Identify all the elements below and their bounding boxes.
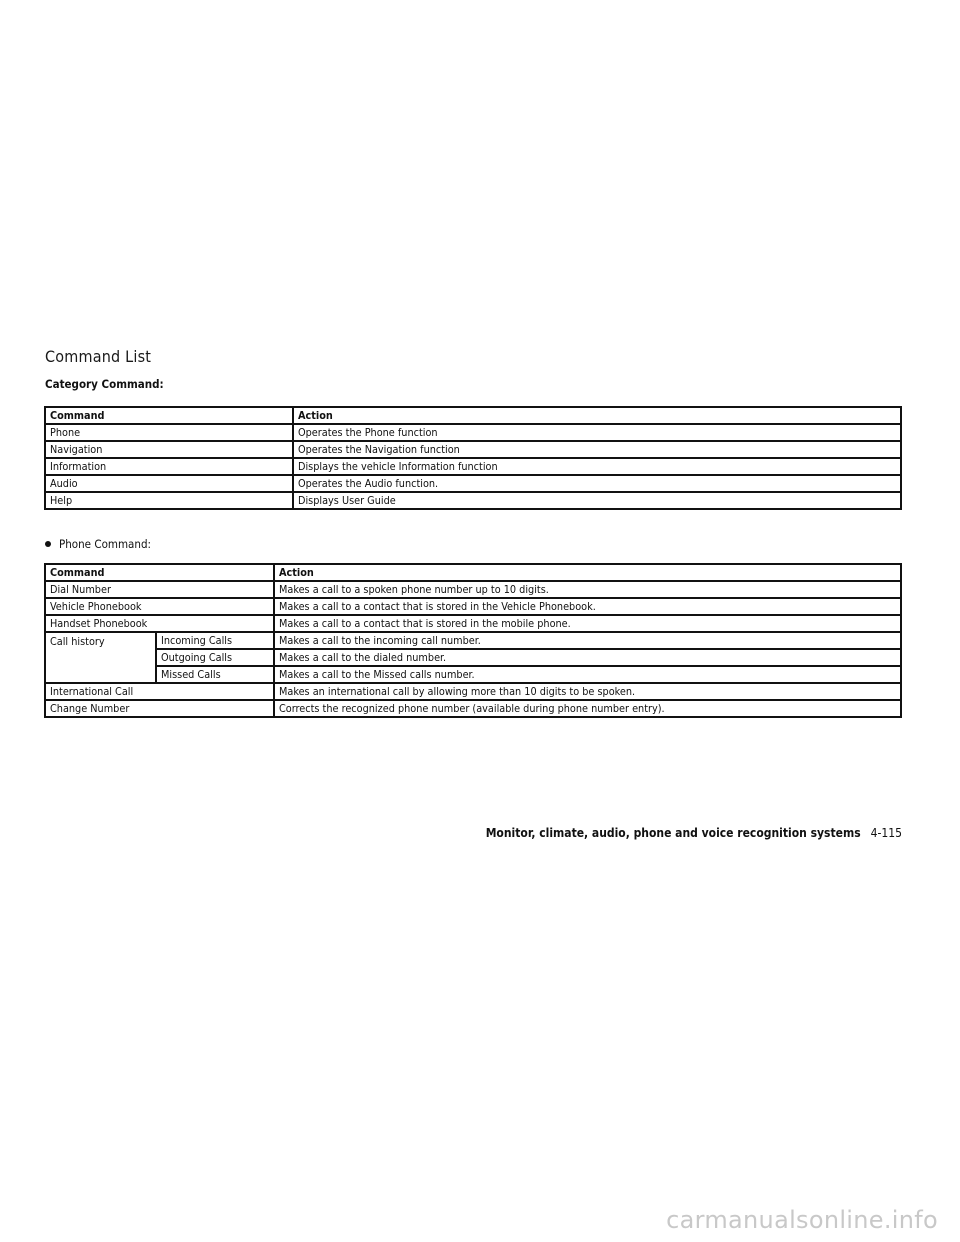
action-cell: Makes a call to the incoming call number. <box>274 632 901 649</box>
command-cell: Help <box>45 492 293 509</box>
table-row <box>45 666 901 683</box>
action-cell: Operates the Phone function <box>293 424 901 441</box>
subcommand-cell: Outgoing Calls <box>156 649 274 666</box>
action-cell: Operates the Audio function. <box>293 475 901 492</box>
action-cell: Makes a call to a spoken phone number up to 10 digits. <box>274 581 901 598</box>
action-cell: Operates the Navigation function <box>293 441 901 458</box>
action-cell: Makes a call to the dialed number. <box>274 649 901 666</box>
action-cell: Displays User Guide <box>293 492 901 509</box>
table-row <box>45 700 901 717</box>
command-cell: Audio <box>45 475 293 492</box>
phone-command-title: Phone Command: <box>59 537 152 551</box>
category-command-table <box>44 406 902 510</box>
page-number: 4-115 <box>870 826 902 840</box>
page-title: Command List <box>45 347 152 366</box>
command-cell: Call history <box>45 632 156 649</box>
table-row <box>45 424 901 441</box>
table-header-row <box>45 407 901 424</box>
command-cell-empty <box>45 666 156 683</box>
category-command-heading: Category Command: <box>45 377 164 391</box>
command-cell: Information <box>45 458 293 475</box>
table-header-row <box>45 564 901 581</box>
command-cell: Phone <box>45 424 293 441</box>
action-cell: Makes an international call by allowing more than 10 digits to be spoken. <box>274 683 901 700</box>
command-cell-empty <box>45 649 156 666</box>
table-row <box>45 683 901 700</box>
page-footer <box>486 826 902 840</box>
subcommand-cell: Missed Calls <box>156 666 274 683</box>
command-cell: Change Number <box>45 700 274 717</box>
column-header-action: Action <box>293 407 901 424</box>
command-cell: Handset Phonebook <box>45 615 274 632</box>
command-cell: Dial Number <box>45 581 274 598</box>
command-cell: Vehicle Phonebook <box>45 598 274 615</box>
watermark: carmanualsonline.info <box>666 1206 938 1234</box>
column-header-command: Command <box>45 564 274 581</box>
table-row <box>45 615 901 632</box>
column-header-command: Command <box>45 407 293 424</box>
subcommand-cell: Incoming Calls <box>156 632 274 649</box>
action-cell: Displays the vehicle Information function <box>293 458 901 475</box>
table-row <box>45 458 901 475</box>
bullet-icon <box>45 541 51 547</box>
table-row <box>45 649 901 666</box>
table-row <box>45 441 901 458</box>
phone-command-table <box>44 563 902 718</box>
command-cell: International Call <box>45 683 274 700</box>
table-row <box>45 492 901 509</box>
command-cell: Navigation <box>45 441 293 458</box>
footer-section-title: Monitor, climate, audio, phone and voice recognition systems <box>485 826 861 840</box>
table-row <box>45 581 901 598</box>
table-row <box>45 632 901 649</box>
column-header-action: Action <box>274 564 901 581</box>
action-cell: Makes a call to a contact that is stored in the Vehicle Phonebook. <box>274 598 901 615</box>
phone-command-heading <box>45 537 151 551</box>
table-row <box>45 598 901 615</box>
table-row <box>45 475 901 492</box>
action-cell: Makes a call to the Missed calls number. <box>274 666 901 683</box>
action-cell: Makes a call to a contact that is stored in the mobile phone. <box>274 615 901 632</box>
action-cell: Corrects the recognized phone number (available during phone number entry). <box>274 700 901 717</box>
